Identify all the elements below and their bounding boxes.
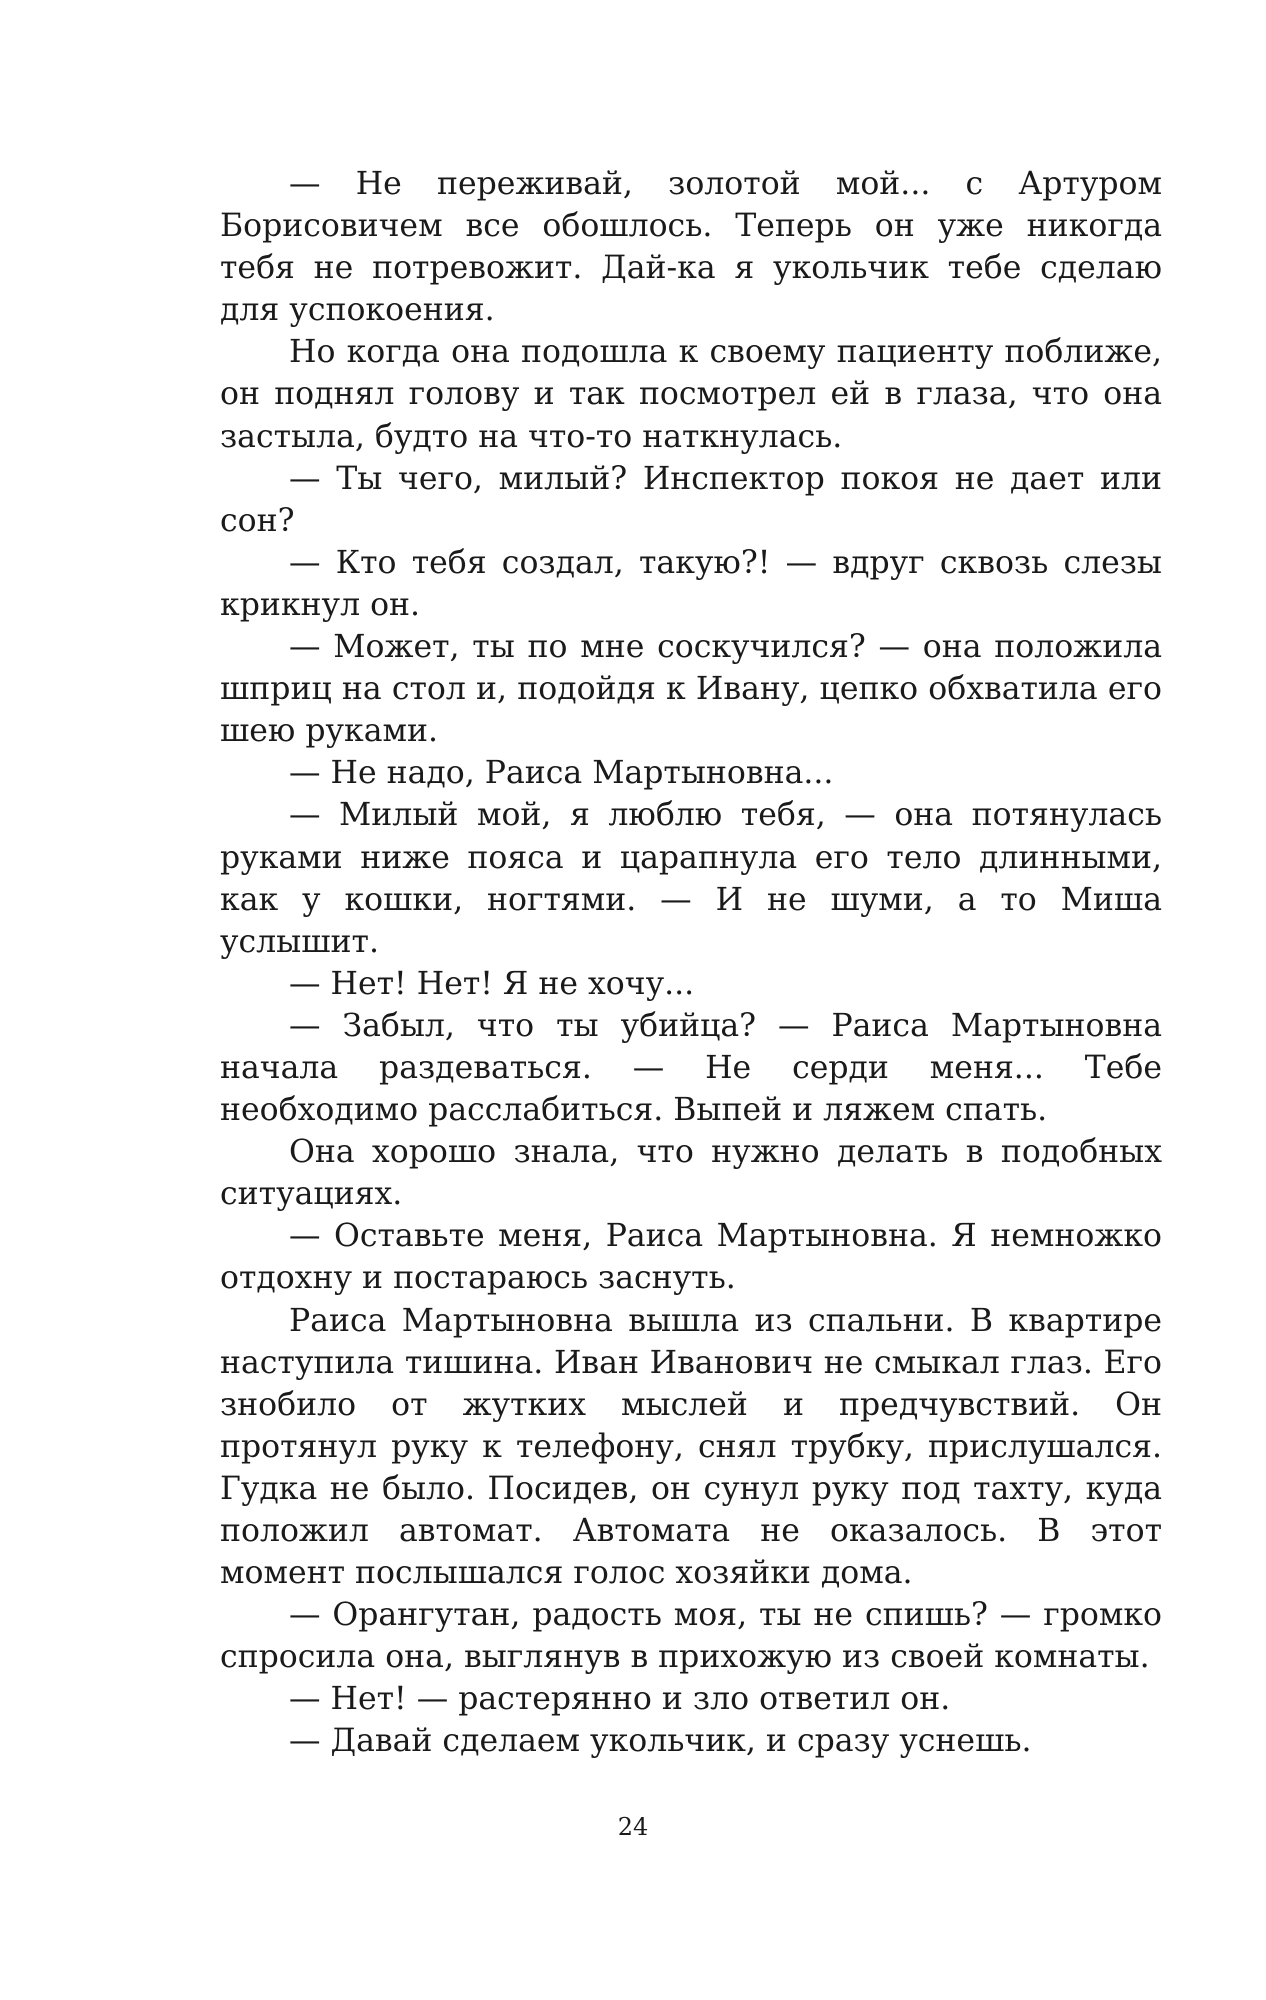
body-text bbox=[220, 163, 1162, 1763]
paragraph: — Милый мой, я люблю тебя, — она потянулась руками ниже пояса и царапнула его тело длинными, как у кошки, ногтями. — И не шуми, а то Миша услышит. bbox=[220, 797, 1162, 960]
page-number: 24 bbox=[617, 1813, 649, 1841]
paragraph: Но когда она подошла к своему пациенту поближе, он поднял голову и так посмотрел ей в глаза, что она застыла, будто на что-то наткнулась. bbox=[220, 334, 1162, 455]
paragraph: — Забыл, что ты убийца? — Раиса Мартыновна начала раздеваться. — Не серди меня... Тебе необходимо расслабиться. Выпей и ляжем спать. bbox=[220, 1007, 1162, 1129]
paragraph: — Не переживай, золотой мой... с Артуром Борисовичем все обошлось. Теперь он уже никогда тебя не потревожит. Дай-ка я укольчик тебе сделаю для успокоения. bbox=[220, 166, 1162, 329]
paragraph: — Не надо, Раиса Мартыновна... bbox=[289, 755, 834, 792]
paragraph: Раиса Мартыновна вышла из спальни. В квартире наступила тишина. Иван Иванович не смыкал глаз. Его знобило от жутких мыслей и предчувствий. Он протянул руку к телефону, снял трубку, прислушался. Гудка не было. Посидев, он сунул руку под тахту, куда положил автомат. Автомата не оказалось. В этот момент послышался голос хозяйки дома. bbox=[220, 1302, 1162, 1592]
paragraph: — Ты чего, милый? Инспектор покоя не дает или сон? bbox=[220, 460, 1162, 539]
paragraph: — Нет! — растерянно и зло ответил он. bbox=[289, 1681, 951, 1718]
paragraph: Она хорошо знала, что нужно делать в подобных ситуациях. bbox=[220, 1134, 1162, 1213]
paragraph: — Давай сделаем укольчик, и сразу уснешь. bbox=[289, 1723, 1032, 1760]
paragraph: — Орангутан, радость моя, ты не спишь? — громко спросила она, выглянув в прихожую из своей комнаты. bbox=[220, 1597, 1162, 1676]
paragraph: — Кто тебя создал, такую?! — вдруг сквозь слезы крикнул он. bbox=[220, 544, 1162, 623]
paragraph: — Может, ты по мне соскучился? — она положила шприц на стол и, подойдя к Ивану, цепко обхватила его шею руками. bbox=[220, 629, 1162, 750]
paragraph: — Нет! Нет! Я не хочу... bbox=[289, 965, 695, 1002]
paragraph: — Оставьте меня, Раиса Мартыновна. Я немножко отдохну и постараюсь заснуть. bbox=[220, 1218, 1162, 1297]
